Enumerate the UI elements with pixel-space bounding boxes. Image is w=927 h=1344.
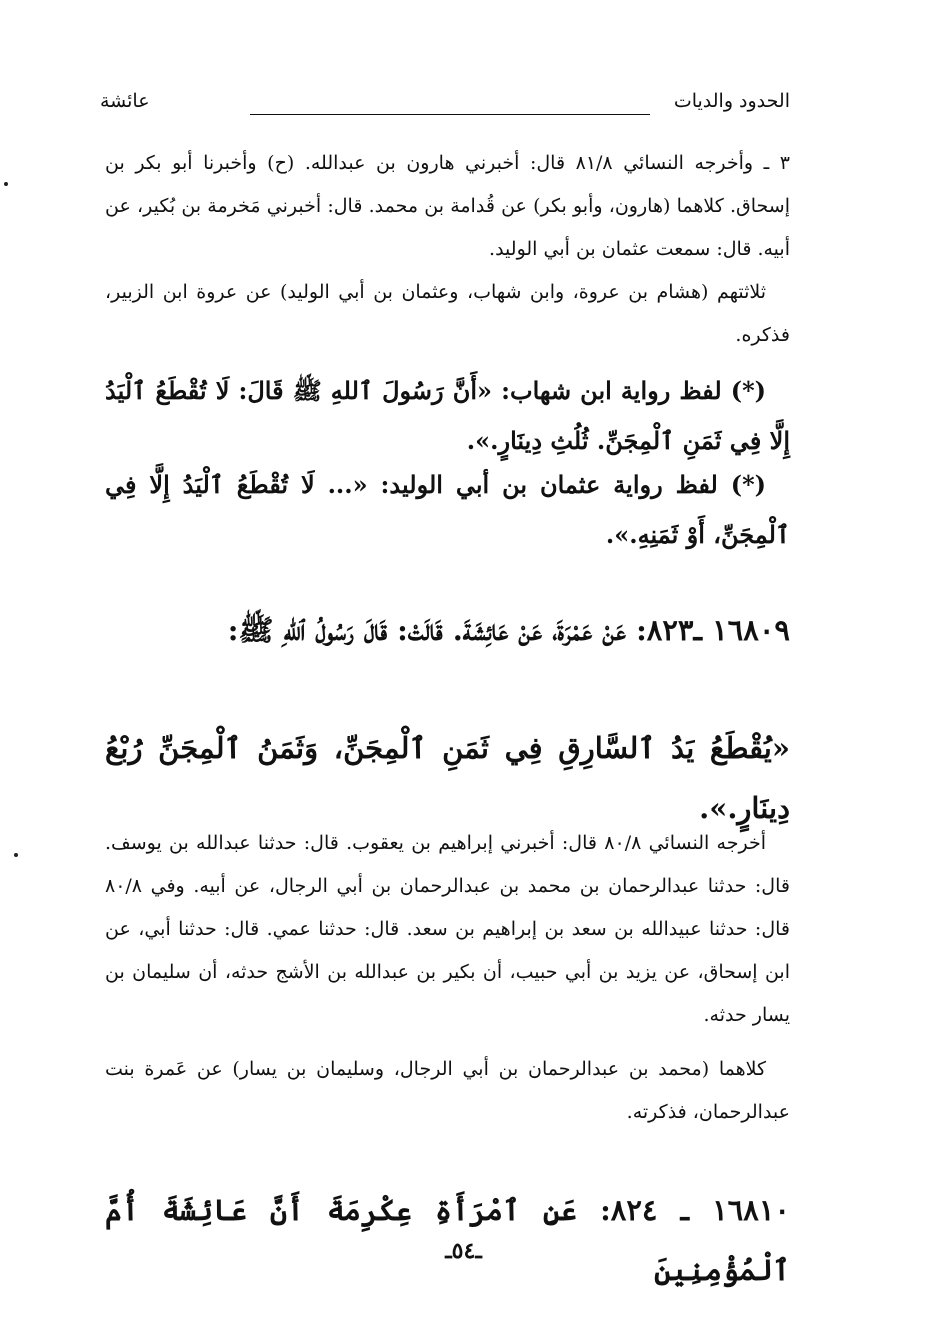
running-header: [100, 90, 790, 126]
hadith-heading-16809: ١٦٨٠٩ ـ٨٢٣: عَنْ عَمْرَةَ، عَنْ عَائِشَةَ. قَالَتْ: قَالَ رَسُولُ ٱللهِ ﷺ:: [227, 613, 790, 647]
paragraph-three-narrators: ثلاثتهم (هشام بن عروة، وابن شهاب، وعثمان بن أبي الوليد) عن عروة ابن الزبير، فذكره.: [105, 281, 790, 346]
header-section-title: عائشة: [100, 90, 150, 112]
scan-mark: [14, 853, 18, 857]
note-uthman: (*) لفظ رواية عثمان بن أبي الوليد: «... لَا تُقْطَعُ ٱلْيَدُ إِلَّا فِي ٱلْمِجَنِّ، أَوْ ثَمَنِهِ.».: [105, 470, 790, 549]
paragraph-sources-3: ٣ ـ وأخرجه النسائي ٨١/٨ قال: أخبرني هارون بن عبدالله. (ح) وأخبرنا أبو بكر بن إسحاق. كلاهما (هارون، وأبو بكر) عن قُدامة بن محمد. قال: أخبرني مَخرمة بن بُكير، عن أبيه. قال: سمعت عثمان بن أبي الوليد.: [105, 152, 790, 260]
hadith-heading-16810: ١٦٨١٠ ـ ٨٢٤: عَنِ ٱمْرَأَةِ عِكْرِمَةَ أَنَّ عَائِشَةَ أُمَّ ٱلْمُؤْمِنِينَ: [105, 1193, 790, 1287]
header-rule: [250, 114, 650, 115]
note-ibn-shihab: (*) لفظ رواية ابن شهاب: «أَنَّ رَسُولَ ٱللهِ ﷺ قَالَ: لَا تُقْطَعُ ٱلْيَدُ إِلَّا فِي ثَمَنِ ٱلْمِجَنِّ. ثُلُثِ دِينَارٍ.».: [105, 376, 790, 455]
paragraph-nasai-sources: أخرجه النسائي ٨٠/٨ قال: أخبرني إبراهيم بن يعقوب. قال: حدثنا عبدالله بن يوسف. قال: حدثنا عبدالرحمان بن محمد بن عبدالرحمان بن أبي الرجال، عن أبيه. وفي ٨٠/٨ قال: حدثنا عبيدالله بن سعد بن إبراهيم بن سعد. قال: حدثنا عمي. قال: حدثنا أبي، عن ابن إسحاق، عن يزيد بن أبي حبيب، أن بكير بن عبدالله بن الأشج حدثه، أن سليمان بن يسار حدثه.: [105, 832, 791, 1026]
page-number: ـ٥٤ـ: [445, 1238, 482, 1264]
hadith-text-16809: «يُقْطَعُ يَدُ ٱلسَّارِقِ فِي ثَمَنِ ٱلْمِجَنِّ، وَثَمَنُ ٱلْمِجَنِّ رُبْعُ دِينَارٍ.».: [105, 731, 790, 825]
paragraph-both-narrators: كلاهما (محمد بن عبدالرحمان بن أبي الرجال، وسليمان بن يسار) عن عَمرة بنت عبدالرحمان، فذكرته.: [105, 1058, 790, 1123]
scan-mark: [4, 182, 8, 186]
header-chapter-title: الحدود والديات: [673, 90, 790, 112]
